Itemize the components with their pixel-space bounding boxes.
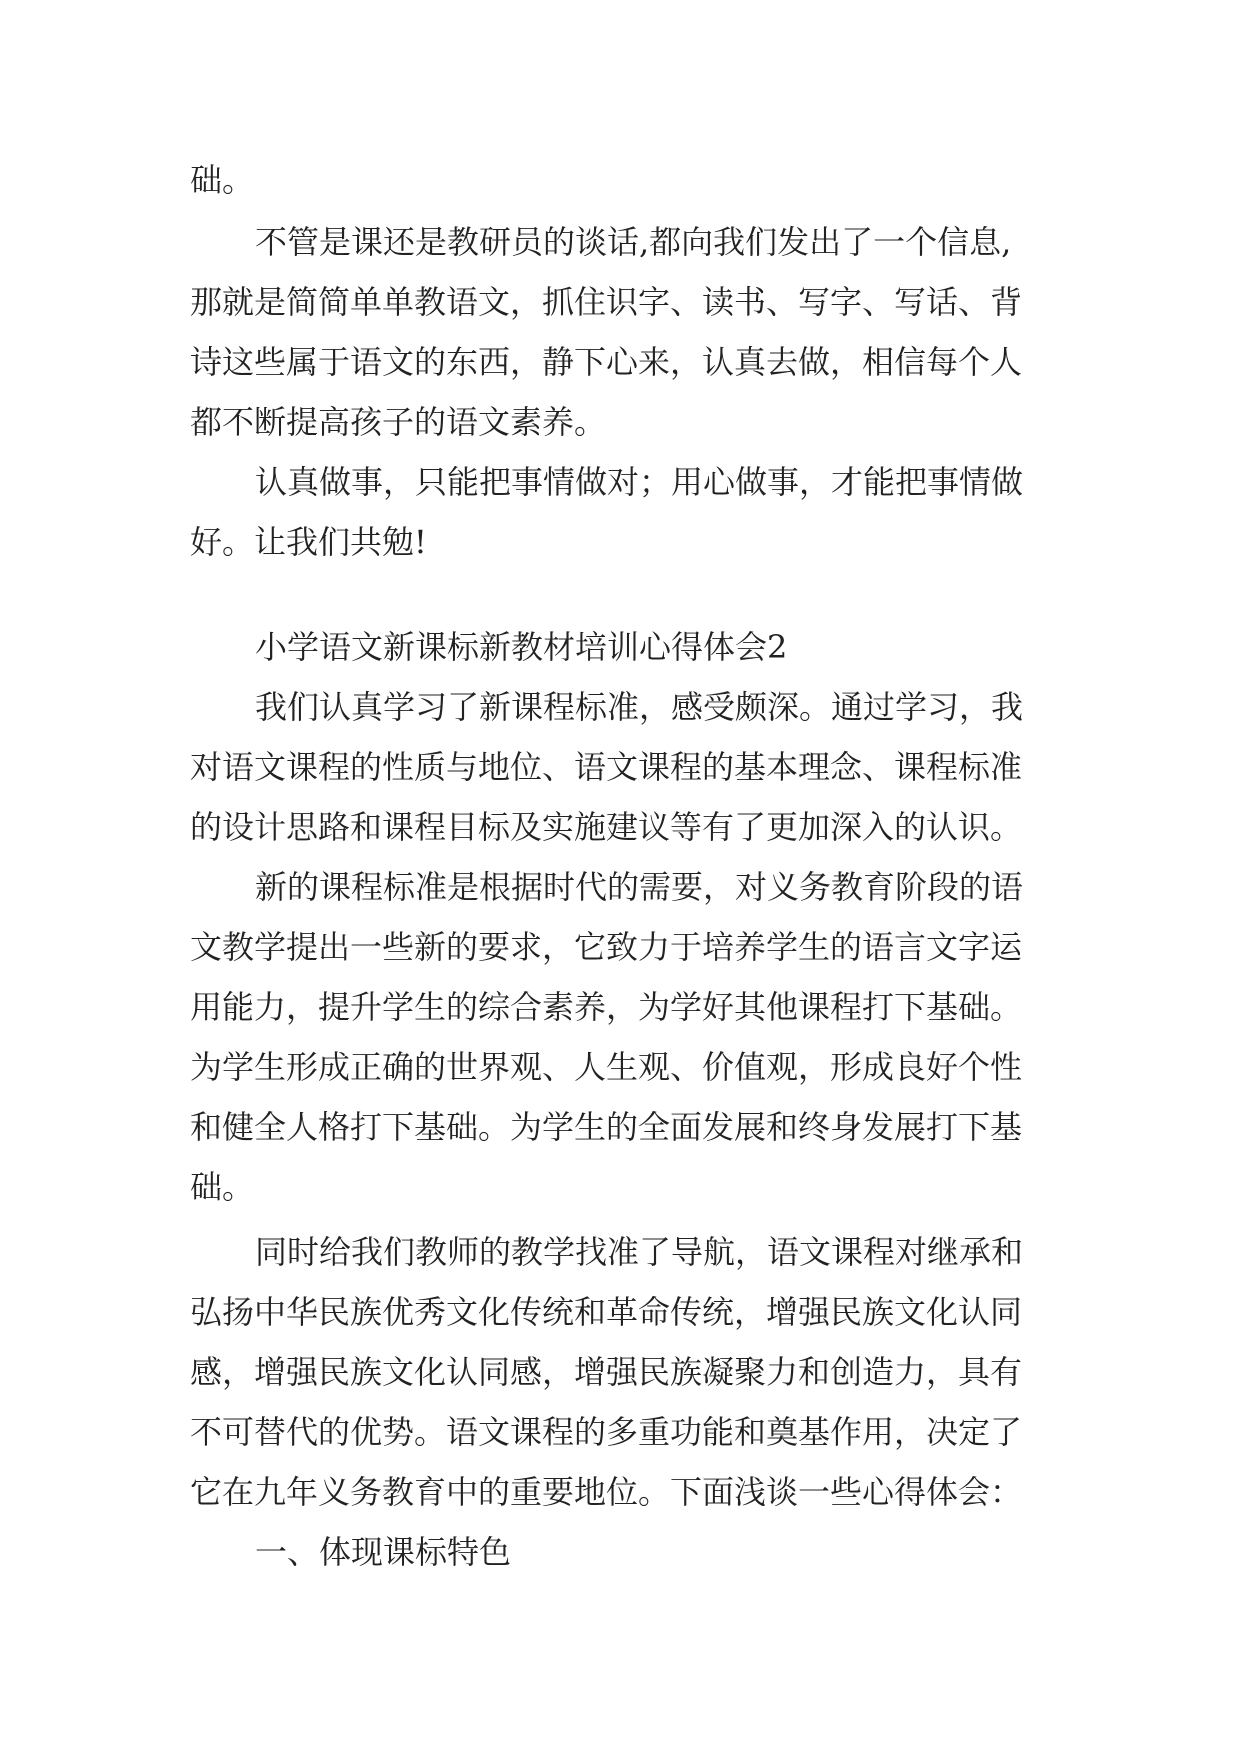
text-line: 那就是简简单单教语文，抓住识字、读书、写字、写话、背 bbox=[190, 283, 1023, 321]
text-line: 好。让我们共勉! bbox=[190, 523, 427, 561]
text-line: 同时给我们教师的教学找准了导航，语文课程对继承和 bbox=[255, 1233, 1024, 1271]
text-line: 它在九年义务教育中的重要地位。下面浅谈一些心得体会： bbox=[190, 1473, 1023, 1511]
section-title: 小学语文新课标新教材培训心得体会2 bbox=[255, 628, 788, 666]
text-line: 新的课程标准是根据时代的需要，对义务教育阶段的语 bbox=[255, 868, 1024, 906]
text-line: 弘扬中华民族优秀文化传统和革命传统，增强民族文化认同 bbox=[190, 1293, 1023, 1331]
text-line: 认真做事，只能把事情做对；用心做事，才能把事情做 bbox=[255, 463, 1024, 501]
text-line: 和健全人格打下基础。为学生的全面发展和终身发展打下基 bbox=[190, 1108, 1023, 1146]
text-line: 的设计思路和课程目标及实施建议等有了更加深入的认识。 bbox=[190, 808, 1023, 846]
text-line: 为学生形成正确的世界观、人生观、价值观，形成良好个性 bbox=[190, 1048, 1023, 1086]
section-heading: 一、体现课标特色 bbox=[255, 1533, 512, 1571]
text-line: 用能力，提升学生的综合素养，为学好其他课程打下基础。 bbox=[190, 988, 1023, 1026]
text-line: 文教学提出一些新的要求，它致力于培养学生的语言文字运 bbox=[190, 928, 1023, 966]
text-line: 都不断提高孩子的语文素养。 bbox=[190, 403, 607, 441]
text-line: 感，增强民族文化认同感，增强民族凝聚力和创造力，具有 bbox=[190, 1353, 1023, 1391]
text-line: 础。 bbox=[190, 1168, 255, 1206]
text-line: 础。 bbox=[190, 161, 255, 199]
text-line: 诗这些属于语文的东西，静下心来，认真去做，相信每个人 bbox=[190, 343, 1023, 381]
text-line: 对语文课程的性质与地位、语文课程的基本理念、课程标准 bbox=[190, 748, 1023, 786]
text-line: 不可替代的优势。语文课程的多重功能和奠基作用，决定了 bbox=[190, 1413, 1023, 1451]
text-line: 我们认真学习了新课程标准，感受颇深。通过学习，我 bbox=[255, 688, 1024, 726]
text-line: 不管是课还是教研员的谈话,都向我们发出了一个信息, bbox=[255, 223, 1012, 261]
